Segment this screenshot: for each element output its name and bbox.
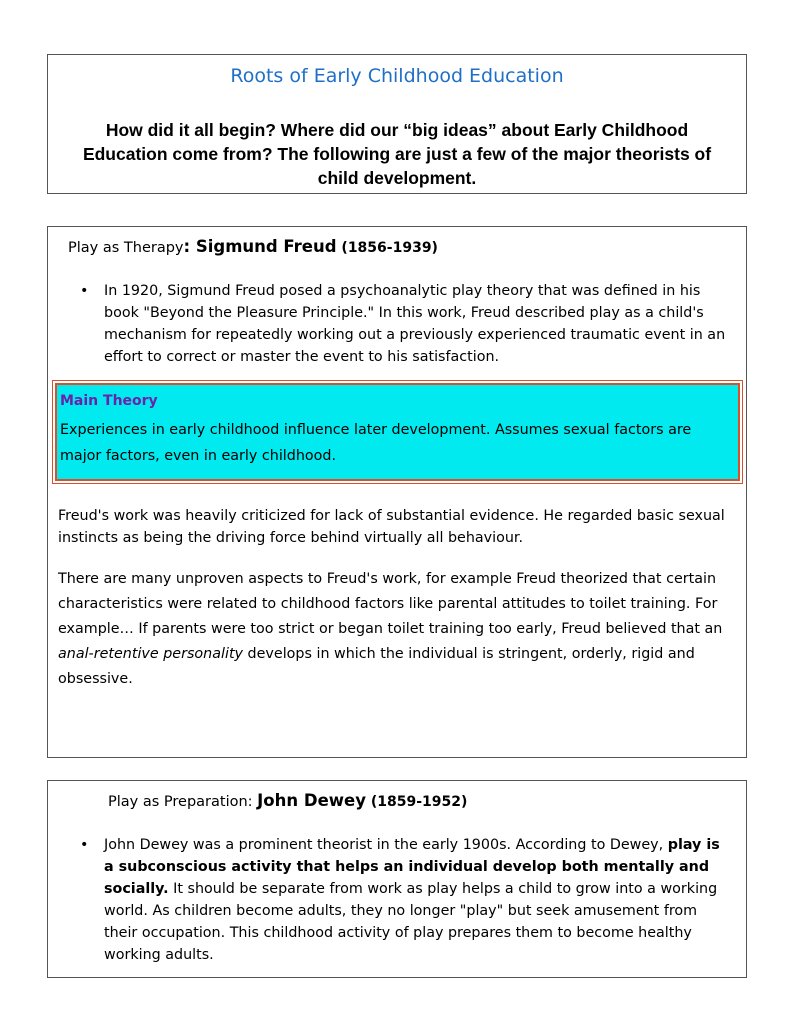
- freud-paragraph-2-start: There are many unproven aspects to Freud's work, for example Freud theorized that certain characteristics were related to childhood factors like parental attitudes to toilet training. For example… If parents were too strict or began toilet training too early, Freud believed that an: [58, 571, 723, 637]
- dewey-bullet-end: It should be separate from work as play helps a child to grow into a working world. As children become adults, they no longer "play" but seek amusement from their occupation. This childhood activity of play prepares them to become healthy working adults.: [104, 881, 718, 963]
- freud-bullet: [80, 280, 734, 368]
- bullet-dot: •: [80, 837, 89, 853]
- freud-paragraph-2-emphasis: anal-retentive personality: [58, 646, 244, 662]
- freud-section: [47, 226, 747, 758]
- title-section: [47, 54, 747, 194]
- dewey-years: (1859-1952): [365, 794, 468, 810]
- freud-years: (1856-1939): [336, 240, 438, 256]
- freud-paragraph-1: Freud's work was heavily criticized for lack of substantial evidence. He regarded basic sexual instincts as being the driving force behind virtually all behaviour.: [58, 508, 725, 546]
- freud-heading: [68, 237, 438, 256]
- freud-heading-colon: :: [183, 237, 196, 256]
- freud-name: Sigmund Freud: [195, 237, 337, 256]
- freud-paragraph-2: [58, 567, 738, 692]
- bullet-dot: •: [80, 283, 89, 299]
- main-theory-label: Main Theory: [60, 393, 158, 409]
- dewey-bullet-start: John Dewey was a prominent theorist in the early 1900s. According to Dewey,: [104, 837, 668, 853]
- dewey-bullet-bold: play is a subconscious activity that helps an individual develop both mentally and socially.: [104, 837, 720, 897]
- dewey-name: John Dewey: [257, 791, 366, 810]
- dewey-bullet: [80, 834, 734, 966]
- dewey-section: [47, 780, 747, 978]
- dewey-heading: [108, 791, 467, 810]
- freud-heading-prefix: Play as Therapy: [68, 240, 184, 256]
- freud-paragraph-2-end: develops in which the individual is stringent, orderly, rigid and obsessive.: [58, 646, 695, 687]
- intro-text: How did it all begin? Where did our “big ideas” about Early Childhood Education come from? The following are just a few of the major theorists of child development.: [82, 120, 712, 188]
- main-theory-box: [55, 383, 740, 481]
- freud-bullet-text: In 1920, Sigmund Freud posed a psychoanalytic play theory that was defined in his book "Beyond the Pleasure Principle." In this work, Freud described play as a child's mechanism for repeatedly working out a previously experienced traumatic event in an effort to correct or master the event to his satisfaction.: [104, 283, 726, 365]
- page-title: Roots of Early Childhood Education: [230, 65, 564, 87]
- main-theory-text: Experiences in early childhood influence later development. Assumes sexual factors are major factors, even in early childhood.: [60, 422, 692, 464]
- dewey-heading-prefix: Play as Preparation:: [108, 794, 258, 810]
